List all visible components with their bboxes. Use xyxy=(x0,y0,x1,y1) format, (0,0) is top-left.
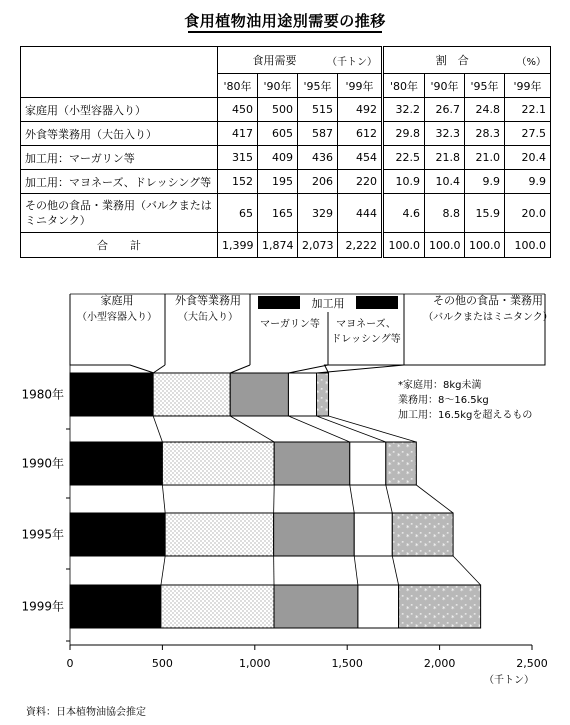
bar-segment xyxy=(274,442,350,485)
demand-header xyxy=(218,47,383,74)
cell: 32.2 xyxy=(383,98,425,122)
cell: 10.9 xyxy=(383,170,425,194)
bar-segment xyxy=(70,585,161,628)
bar-segment xyxy=(399,585,481,628)
x-tick-label: 2,500 xyxy=(516,657,548,670)
cell: 100.0 xyxy=(425,233,465,258)
legend-home-label2: （小型容器入り） xyxy=(77,312,157,323)
bar-segment xyxy=(358,585,399,628)
cell: 22.5 xyxy=(383,146,425,170)
cell: 612 xyxy=(338,122,383,146)
bar-segment xyxy=(70,513,165,556)
cell: 2,073 xyxy=(298,233,338,258)
bar-segment xyxy=(354,513,392,556)
cell: 21.8 xyxy=(425,146,465,170)
legend-proc-label: 加工用 xyxy=(311,297,345,310)
cell: 21.0 xyxy=(465,146,505,170)
x-axis-unit: （千トン） xyxy=(484,675,534,686)
cell: 32.3 xyxy=(425,122,465,146)
row-label: 加工用：マーガリン等 xyxy=(21,146,218,170)
cell: 1,874 xyxy=(258,233,298,258)
cell: 20.0 xyxy=(505,194,551,233)
legend-mayo-label: マヨネーズ、 xyxy=(336,319,396,330)
table-header-row xyxy=(21,47,551,74)
legend-food-label: 外食等業務用 xyxy=(175,294,241,307)
cell: 100.0 xyxy=(383,233,425,258)
bar-segment xyxy=(288,373,316,416)
x-tick-label: 500 xyxy=(151,657,173,670)
cell: 27.5 xyxy=(505,122,551,146)
legend-callout xyxy=(288,365,328,373)
row-label: その他の食品・業務用（バルクまたはミニタンク） xyxy=(21,194,218,233)
row-label: 外食等業務用（大缶入り） xyxy=(21,122,218,146)
connector-line xyxy=(453,556,481,585)
cell: 454 xyxy=(338,146,383,170)
cell: 9.9 xyxy=(465,170,505,194)
x-tick-label: 1,000 xyxy=(239,657,271,670)
cell: 100.0 xyxy=(465,233,505,258)
cell: 22.1 xyxy=(505,98,551,122)
share-header-label: 割 合 xyxy=(435,54,469,67)
bar-segment xyxy=(392,513,453,556)
cell: 409 xyxy=(258,146,298,170)
table-row xyxy=(21,98,551,122)
bar-segment xyxy=(386,442,416,485)
connector-line xyxy=(274,485,275,513)
legend-other-label: その他の食品・業務用 xyxy=(433,294,543,307)
category-label: 1980年 xyxy=(21,387,64,402)
cell: 515 xyxy=(298,98,338,122)
connector-line xyxy=(350,485,354,513)
note-line: *家庭用：8kg未満 xyxy=(398,380,482,391)
connector-line xyxy=(416,485,453,513)
bar-segment xyxy=(161,585,274,628)
year-header: '90年 xyxy=(425,74,465,98)
year-header: '99年 xyxy=(338,74,383,98)
bar-segment xyxy=(317,373,329,416)
share-unit: （%） xyxy=(516,56,547,68)
cell: 315 xyxy=(218,146,258,170)
cell: 500 xyxy=(258,98,298,122)
demand-table xyxy=(20,46,551,258)
table-corner xyxy=(21,47,218,98)
cell: 65 xyxy=(218,194,258,233)
note-line: 加工用：16.5kgを超えるもの xyxy=(398,410,533,421)
total-label: 合 計 xyxy=(21,233,218,258)
cell: 220 xyxy=(338,170,383,194)
page-title: 食用植物油用途別需要の推移 xyxy=(184,12,386,30)
cell: 605 xyxy=(258,122,298,146)
legend-swatch-black xyxy=(356,296,398,309)
cell: 20.4 xyxy=(505,146,551,170)
connector-line xyxy=(392,556,398,585)
cell: 9.9 xyxy=(505,170,551,194)
cell: 1,399 xyxy=(218,233,258,258)
cell: 28.3 xyxy=(465,122,505,146)
x-tick-label: 1,500 xyxy=(331,657,363,670)
cell: 4.6 xyxy=(383,194,425,233)
legend-callout xyxy=(153,365,165,373)
table-row xyxy=(21,194,551,233)
x-tick-label: 0 xyxy=(66,657,74,670)
connector-line xyxy=(354,556,358,585)
category-label: 1995年 xyxy=(21,527,64,542)
year-header: '90年 xyxy=(258,74,298,98)
cell: 436 xyxy=(298,146,338,170)
legend-other-label2: （バルクまたはミニタンク） xyxy=(423,312,553,323)
legend-mayo-label2: ドレッシング等 xyxy=(331,334,401,345)
legend-home-label: 家庭用 xyxy=(100,294,134,307)
cell: 24.8 xyxy=(465,98,505,122)
row-label: 加工用：マヨネーズ、ドレッシング等 xyxy=(21,170,218,194)
category-label: 1990年 xyxy=(21,456,64,471)
bar-segment xyxy=(350,442,386,485)
bar-segment xyxy=(70,442,162,485)
cell: 450 xyxy=(218,98,258,122)
demand-unit: （千トン） xyxy=(327,56,377,68)
cell: 26.7 xyxy=(425,98,465,122)
year-header: '95年 xyxy=(465,74,505,98)
legend-callout xyxy=(317,365,404,373)
cell: 587 xyxy=(298,122,338,146)
cell: 100.0 xyxy=(505,233,551,258)
cell: 8.8 xyxy=(425,194,465,233)
cell: 10.4 xyxy=(425,170,465,194)
row-label: 家庭用（小型容器入り） xyxy=(21,98,218,122)
source-note: 資料：日本植物油協会推定 xyxy=(26,707,146,718)
bar-segment xyxy=(162,442,274,485)
cell: 152 xyxy=(218,170,258,194)
connector-line xyxy=(161,556,165,585)
category-label: 1999年 xyxy=(21,599,64,614)
connector-line xyxy=(230,416,274,442)
note-line: 業務用：8～16.5kg xyxy=(398,395,489,406)
cell: 206 xyxy=(298,170,338,194)
table-row xyxy=(21,122,551,146)
year-header: '99年 xyxy=(505,74,551,98)
legend-marg-label: マーガリン等 xyxy=(260,319,320,330)
cell: 417 xyxy=(218,122,258,146)
bar-segment xyxy=(230,373,288,416)
bar-segment xyxy=(274,585,358,628)
cell: 195 xyxy=(258,170,298,194)
connector-line xyxy=(317,416,386,442)
demand-header-label: 食用需要 xyxy=(252,54,297,67)
table-total-row xyxy=(21,233,551,258)
connector-line xyxy=(153,416,162,442)
bar-segment xyxy=(274,513,355,556)
cell: 444 xyxy=(338,194,383,233)
share-header xyxy=(383,47,551,74)
cell: 15.9 xyxy=(465,194,505,233)
bar-segment xyxy=(153,373,230,416)
connector-line xyxy=(386,485,392,513)
cell: 492 xyxy=(338,98,383,122)
connector-line xyxy=(162,485,165,513)
bar-segment xyxy=(70,373,153,416)
stacked-bar-chart xyxy=(0,280,570,700)
legend-swatch-black xyxy=(258,296,300,309)
cell: 329 xyxy=(298,194,338,233)
cell: 165 xyxy=(258,194,298,233)
title-underline xyxy=(188,31,382,33)
cell: 2,222 xyxy=(338,233,383,258)
table-row xyxy=(21,146,551,170)
year-header: '80年 xyxy=(383,74,425,98)
legend-callout xyxy=(230,365,250,373)
table-row xyxy=(21,170,551,194)
year-header: '80年 xyxy=(218,74,258,98)
legend-food-label2: （大缶入り） xyxy=(178,312,238,323)
cell: 29.8 xyxy=(383,122,425,146)
year-header: '95年 xyxy=(298,74,338,98)
x-tick-label: 2,000 xyxy=(423,657,456,670)
bar-segment xyxy=(165,513,273,556)
